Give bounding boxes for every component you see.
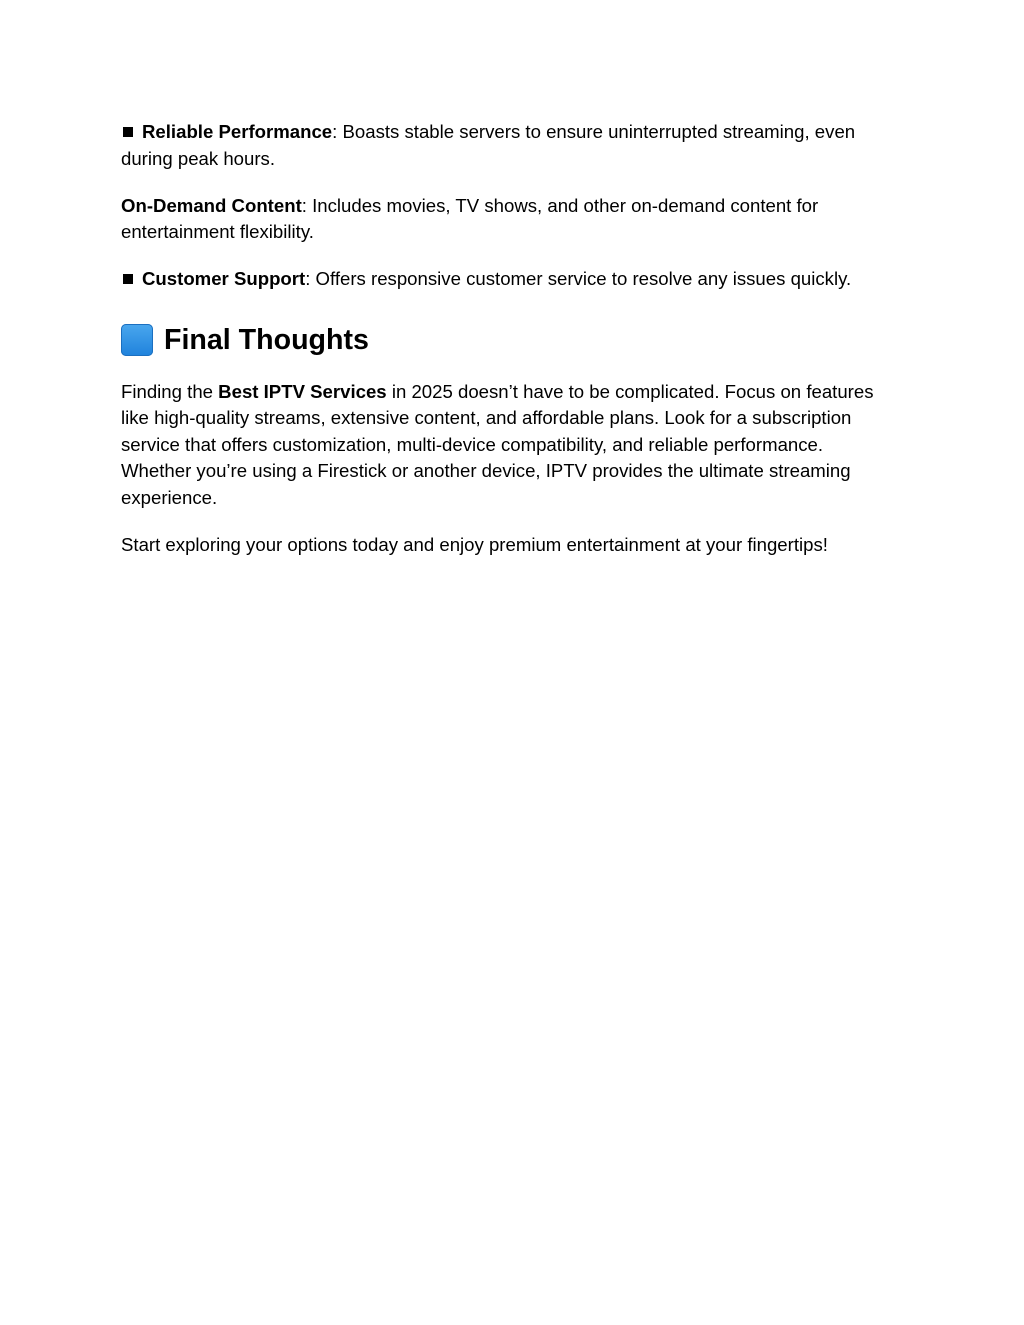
feature-description: : Includes movies, TV shows, and other on-demand content for entertainment flexibility. [121,194,819,242]
feature-label: On-Demand Content [121,194,302,216]
section-title: Final Thoughts [164,323,369,356]
feature-item-on-demand-content [121,193,891,246]
square-bullet-icon [123,127,133,137]
section-heading [121,320,891,360]
paragraph-prefix: Finding the [121,380,219,402]
conclusion-paragraph [121,379,891,512]
document-content [121,119,891,579]
feature-label: Customer Support [142,268,306,289]
feature-label: Reliable Performance [142,121,333,142]
feature-item-customer-support [121,266,891,293]
feature-item-reliable-performance [121,119,891,172]
paragraph-suffix: in 2025 doesn’t have to be complicated. Focus on features like high-quality streams, extensive content, and affordable plans. Look for a subscription service that offers customization, multi-device compatibility, and reliable performance. Whether you’re using a Firestick or another device, IPTV provides the ultimate streaming experience. [121,380,874,508]
square-bullet-icon [123,274,133,284]
blue-square-icon [121,324,153,356]
paragraph-bold-phrase: Best IPTV Services [218,380,387,402]
feature-description: : Boasts stable servers to ensure uninterrupted streaming, even during peak hours. [121,121,856,169]
closing-paragraph: Start exploring your options today and enjoy premium entertainment at your fingertips! [121,533,828,555]
feature-description: : Offers responsive customer service to resolve any issues quickly. [305,268,852,289]
